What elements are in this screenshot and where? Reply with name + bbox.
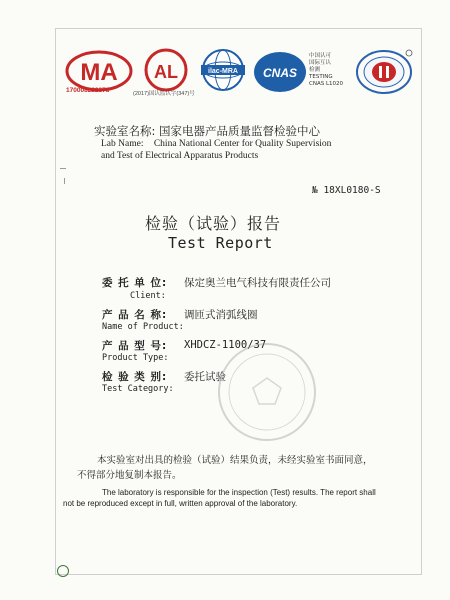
lab-label-en: Lab Name: (101, 139, 144, 149)
client-label-cn: 委 托 单 位: (102, 277, 168, 289)
type-label-cn: 产 品 型 号: (102, 340, 168, 352)
product-label-en: Name of Product: (102, 322, 184, 332)
lab-value-cn: 国家电器产品质量监督检验中心 (159, 124, 321, 138)
lab-value-en-1: China National Center for Quality Supervision (153, 139, 332, 149)
type-label-en: Product Type: (102, 353, 169, 363)
report-title-cn: 检验（试验）报告 (145, 214, 282, 233)
cnas-line: TESTING (309, 74, 333, 80)
cnas-logo-icon (253, 50, 307, 94)
statement-cn-line1: 本实验室对出具的检验（试验）结果负责，未经实验室书面同意， (97, 455, 373, 466)
cnas-line: CNAS L1020 (309, 81, 344, 87)
margin-tick (60, 168, 66, 169)
cnas-line: 检测 (309, 67, 321, 73)
ilac-mra-logo-icon (198, 48, 248, 98)
report-number: № 18XL0180-S (312, 185, 381, 196)
margin-tick (64, 178, 65, 184)
cnas-logo-text: CNAS (262, 66, 298, 80)
lab-name-en (101, 139, 331, 149)
statement-en-line2: not be reproduced except in full, written approval of the laboratory. (63, 499, 298, 508)
cma-registration-number: 170008222878 (66, 87, 110, 94)
lab-name-cn (94, 123, 320, 139)
statement-cn-line2: 不得部分地复制本报告。 (77, 470, 182, 481)
category-label-cn: 检 验 类 别: (102, 371, 168, 383)
cnca-seal-icon (355, 48, 413, 98)
cma-logo-text: MA (80, 59, 118, 86)
cnas-line: 中国认可 (309, 53, 332, 59)
client-value: 保定奥兰电气科技有限责任公司 (184, 277, 331, 289)
category-value: 委托试验 (184, 371, 226, 383)
cnas-line: 国际互认 (309, 60, 332, 66)
report-title-en: Test Report (168, 234, 273, 252)
client-label-en: Client: (130, 291, 166, 301)
lab-value-en-2: and Test of Electrical Apparatus Products (101, 151, 259, 161)
type-value: XHDCZ-1100/37 (184, 339, 267, 351)
lab-label-cn: 实验室名称: (94, 124, 156, 138)
cnas-accreditation-text (309, 53, 357, 88)
cal-logo-text: AL (154, 62, 178, 82)
accreditation-logos (65, 45, 415, 105)
cal-registration-number: (2017)国认监认字(347)号 (133, 91, 195, 97)
footer-mark-icon (57, 565, 69, 577)
ilac-logo-text: ilac-MRA (208, 68, 238, 75)
product-value: 调匝式消弧线圈 (184, 309, 258, 321)
category-label-en: Test Category: (102, 384, 174, 394)
product-label-cn: 产 品 名 称: (102, 309, 168, 321)
official-stamp-icon (215, 340, 320, 445)
statement-en-line1: The laboratory is responsible for the inspection (Test) results. The report shall (102, 488, 376, 497)
